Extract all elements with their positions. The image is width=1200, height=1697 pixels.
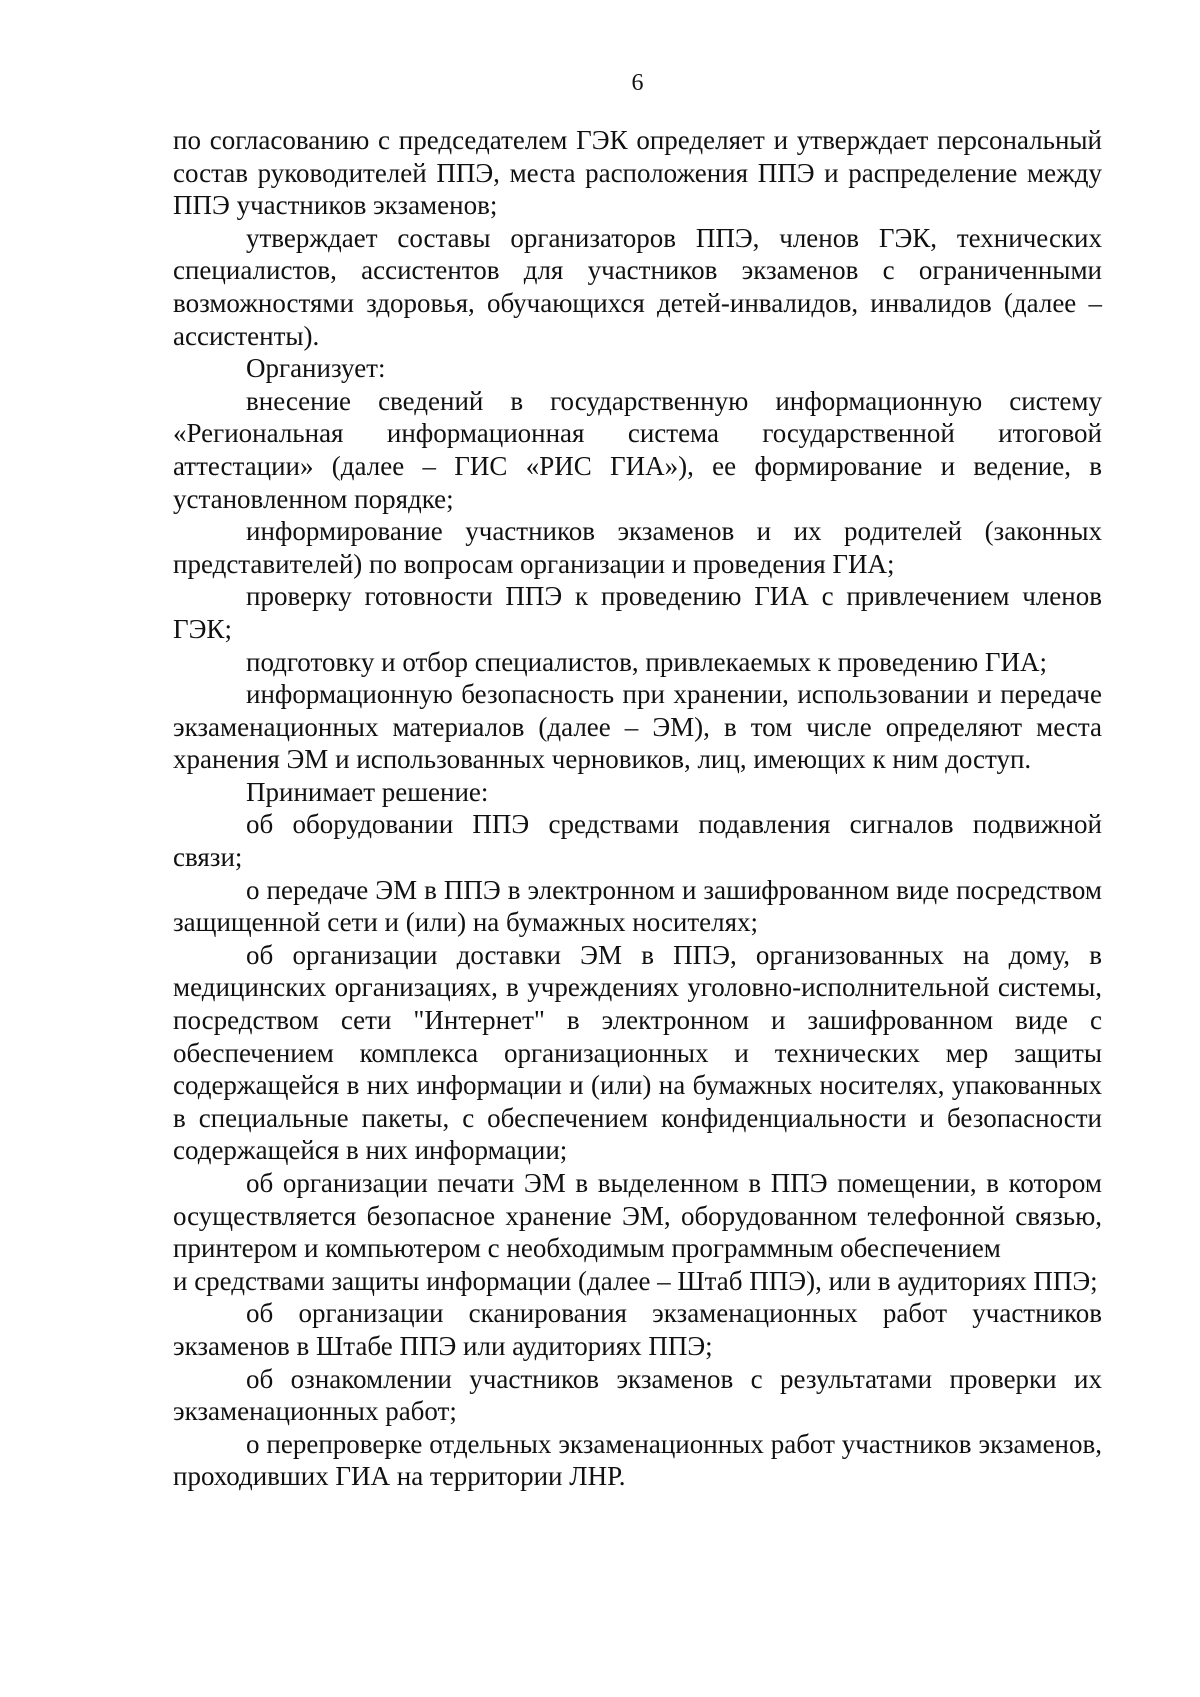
paragraph-approval-of-organizers: утверждает составы организаторов ППЭ, членов ГЭК, технических специалистов, ассистентов для участников экзаменов с ограниченными возможностями здоровья, обучающихся детей-инвалидов, инвалидов (далее – ассистенты). [173, 222, 1102, 351]
paragraph-decision-heading: Принимает решение: [246, 776, 489, 807]
paragraph-informing-participants: информирование участников экзаменов и их родителей (законных представителей) по вопросам организации и проведения ГИА; [173, 516, 1102, 579]
paragraph-em-printing: об организации печати ЭМ в выделенном в ППЭ помещении, в котором осуществляется безопасное хранение ЭМ, оборудованном телефонной связью, принтером и компьютером с необходимым программным обеспечением [173, 1168, 1102, 1264]
paragraph-signal-suppression: об оборудовании ППЭ средствами подавления сигналов подвижной связи; [173, 809, 1102, 873]
paragraph-information-security: информационную безопасность при хранении, использовании и передаче экзаменационных материалов (далее – ЭМ), в том числе определяют места хранения ЭМ и использованных черновиков, лиц, имеющих к ним доступ. [173, 679, 1102, 775]
paragraph-gis-entry: внесение сведений в государственную информационную систему «Региональная информационная система государственной итоговой аттестации» (далее – ГИС «РИС ГИА»), ее формирование и ведение, в установленном порядке; [173, 385, 1102, 514]
paragraph-approval-of-ppe-staff: по согласованию с председателем ГЭК определяет и утверждает персональный состав руководителей ППЭ, места расположения ППЭ и распределение между ППЭ участников экзаменов; [173, 125, 1102, 221]
page-number: 6 [631, 70, 644, 96]
paragraph-scanning: об организации сканирования экзаменационных работ участников экзаменов в Штабе ППЭ или аудиториях ППЭ; [173, 1298, 1102, 1361]
paragraph-rechecking: о перепроверке отдельных экзаменационных работ участников экзаменов, проходивших ГИА на территории ЛНР. [173, 1428, 1102, 1492]
paragraph-em-transfer: о передаче ЭМ в ППЭ в электронном и зашифрованном виде посредством защищенной сети и (или) на бумажных носителях; [173, 874, 1102, 938]
paragraph-results-review: об ознакомлении участников экзаменов с результатами проверки их экзаменационных работ; [173, 1363, 1102, 1427]
paragraph-em-printing-continued: и средствами защиты информации (далее – Штаб ППЭ), или в аудиториях ППЭ; [173, 1265, 1098, 1296]
paragraph-readiness-check: проверку готовности ППЭ к проведению ГИА с привлечением членов ГЭК; [173, 581, 1102, 644]
document-body [173, 124, 1102, 1493]
paragraph-organizes-heading: Организует: [246, 353, 386, 384]
paragraph-em-delivery: об организации доставки ЭМ в ППЭ, организованных на дому, в медицинских организациях, в учреждениях уголовно-исполнительной системы, посредством сети "Интернет" в электронном и зашифрованном виде с обеспечением комплекса организационных и технических мер защиты содержащейся в них информации и (или) на бумажных носителях, упакованных в специальные пакеты, с обеспечением конфиденциальности и безопасности содержащейся в них информации; [173, 939, 1102, 1166]
paragraph-specialist-training: подготовку и отбор специалистов, привлекаемых к проведению ГИА; [246, 646, 1047, 677]
